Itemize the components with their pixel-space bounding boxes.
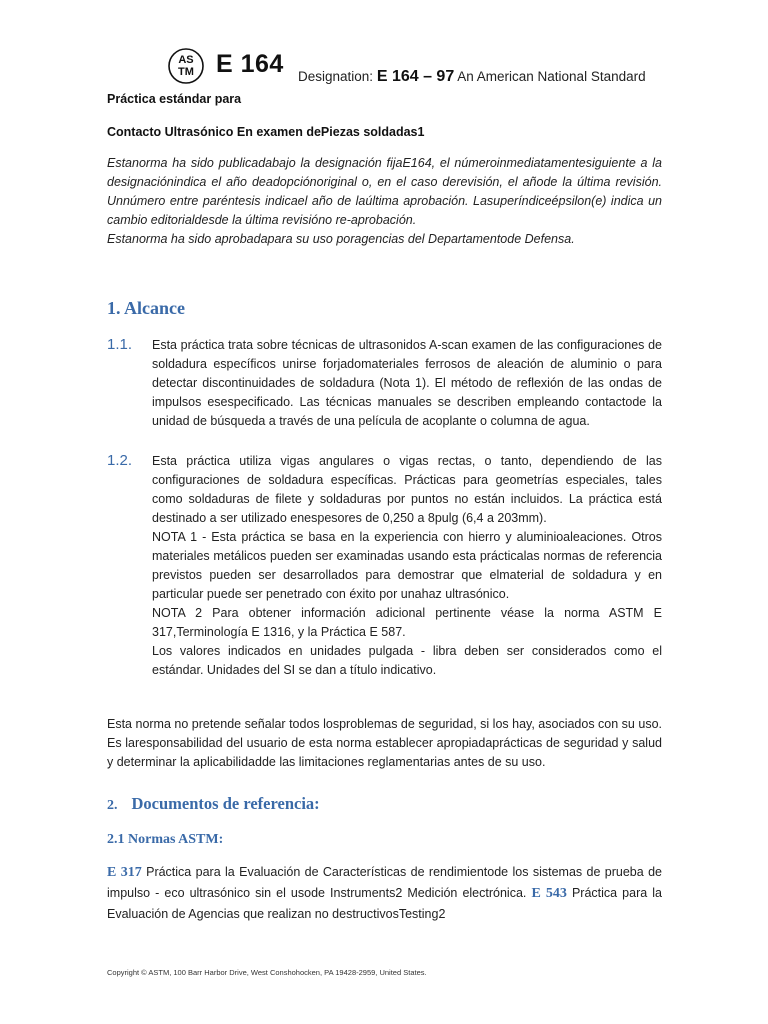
clause-1-1 bbox=[107, 336, 662, 431]
svg-text:AS: AS bbox=[178, 54, 194, 66]
svg-text:TM: TM bbox=[178, 66, 194, 78]
standard-note: An American National Standard bbox=[457, 69, 646, 84]
intro-paragraph bbox=[107, 154, 662, 249]
intro-text-1: Estanorma ha sido publicadabajo la designación fijaE164, el númeroinmediatamentesiguiente a la designaciónindica el año deadopciónoriginal o, en el caso derevisión, el añode la última revisión. Unnúmero entre paréntesis indicael año de laúltima aprobación. Lasuperíndiceépsilon(e) indica un cambio editorialdesde la última revisióno re-aprobación. bbox=[107, 156, 662, 227]
intro-text-2: Estanorma ha sido aprobadapara su uso poragencias del Departamentode Defensa. bbox=[107, 232, 575, 246]
document-title: Contacto Ultrasónico En examen dePiezas soldadas1 bbox=[107, 125, 425, 139]
reference-code: E 543 bbox=[531, 886, 567, 901]
nota-1: NOTA 1 - Esta práctica se basa en la experiencia con hierro y aluminioaleaciones. Otros materiales metálicos pueden ser examinadas usando esta prácticalas normas de referencia previstos pueden ser desarrollados para demostrar que elmaterial de soldadura y en particular puede ser penetrado con éxito por unahaz ultrasónico. bbox=[152, 530, 662, 601]
section-2-heading bbox=[107, 794, 320, 814]
units-note: Los valores indicados en unidades pulgada - libra deben ser considerados como el estándar. Unidades del SI se dan a título indicativo. bbox=[152, 644, 662, 677]
safety-paragraph bbox=[107, 715, 662, 772]
designation-number: E 164 – 97 bbox=[376, 68, 455, 85]
section-2-1-heading: 2.1 Normas ASTM: bbox=[107, 832, 224, 847]
designation-line bbox=[298, 68, 646, 86]
clause-1-2 bbox=[107, 452, 662, 680]
section-1-heading: 1. Alcance bbox=[107, 298, 185, 318]
clause-1-2-number: 1.2. bbox=[107, 452, 133, 469]
clause-1-1-text: Esta práctica trata sobre técnicas de ultrasonidos A-scan examen de las configuraciones de soldadura específicos unirse forjadomateriales ferrosos de aleación de aluminio o para detectar discontinuidades de soldadura (Nota 1). El método de reflexión de las ondas de impulsos esespecificado. Las técnicas manuales se describen empleando contactode la unidad de búsqueda a través de una película de acoplante o columna de agua. bbox=[152, 338, 662, 428]
reference-item bbox=[107, 862, 662, 925]
reference-text: Práctica para la Evaluación de Características de rendimientode los sistemas de prueba de impulso - eco ultrasónico sin el usode Instruments2 Medición electrónica. bbox=[107, 865, 662, 900]
reference-list bbox=[107, 862, 662, 925]
safety-text: Esta norma no pretende señalar todos losproblemas de seguridad, si los hay, asociados con su uso. Es laresponsabilidad del usuario de esta norma establecer apropiadaprácticas de seguridad y salud y determinar la aplicabilidadde las limitaciones reglamentarias antes de su uso. bbox=[107, 717, 662, 769]
nota-2: NOTA 2 Para obtener información adicional pertinente véase la norma ASTM E 317,Terminología E 1316, y la Práctica E 587. bbox=[152, 606, 662, 639]
designation-label: Designation: bbox=[298, 69, 374, 84]
clause-1-2-text: Esta práctica utiliza vigas angulares o vigas rectas, o tanto, dependiendo de las configuraciones de soldadura específicas. Prácticas para geometrías especiales, tales como soldaduras de filete y soldaduras por puntos no están incluidos. La práctica está destinado a ser utilizado enespesores de 0,250 a 8pulg (6,4 a 203mm). bbox=[152, 454, 662, 525]
designation-big: E 164 bbox=[216, 50, 284, 78]
clause-1-1-number: 1.1. bbox=[107, 336, 133, 353]
reference-code: E 317 bbox=[107, 865, 142, 880]
copyright-footer: Copyright © ASTM, 100 Barr Harbor Drive, West Conshohocken, PA 19428-2959, United States. bbox=[107, 968, 427, 977]
document-subtitle: Práctica estándar para bbox=[107, 92, 242, 106]
reference-text: Práctica para la Evaluación de Agencias que realizan no destructivosTesting2 bbox=[107, 886, 662, 921]
section-2-title: Documentos de referencia: bbox=[131, 794, 320, 813]
section-2-number: 2. bbox=[107, 798, 118, 813]
astm-logo-icon bbox=[166, 46, 206, 86]
